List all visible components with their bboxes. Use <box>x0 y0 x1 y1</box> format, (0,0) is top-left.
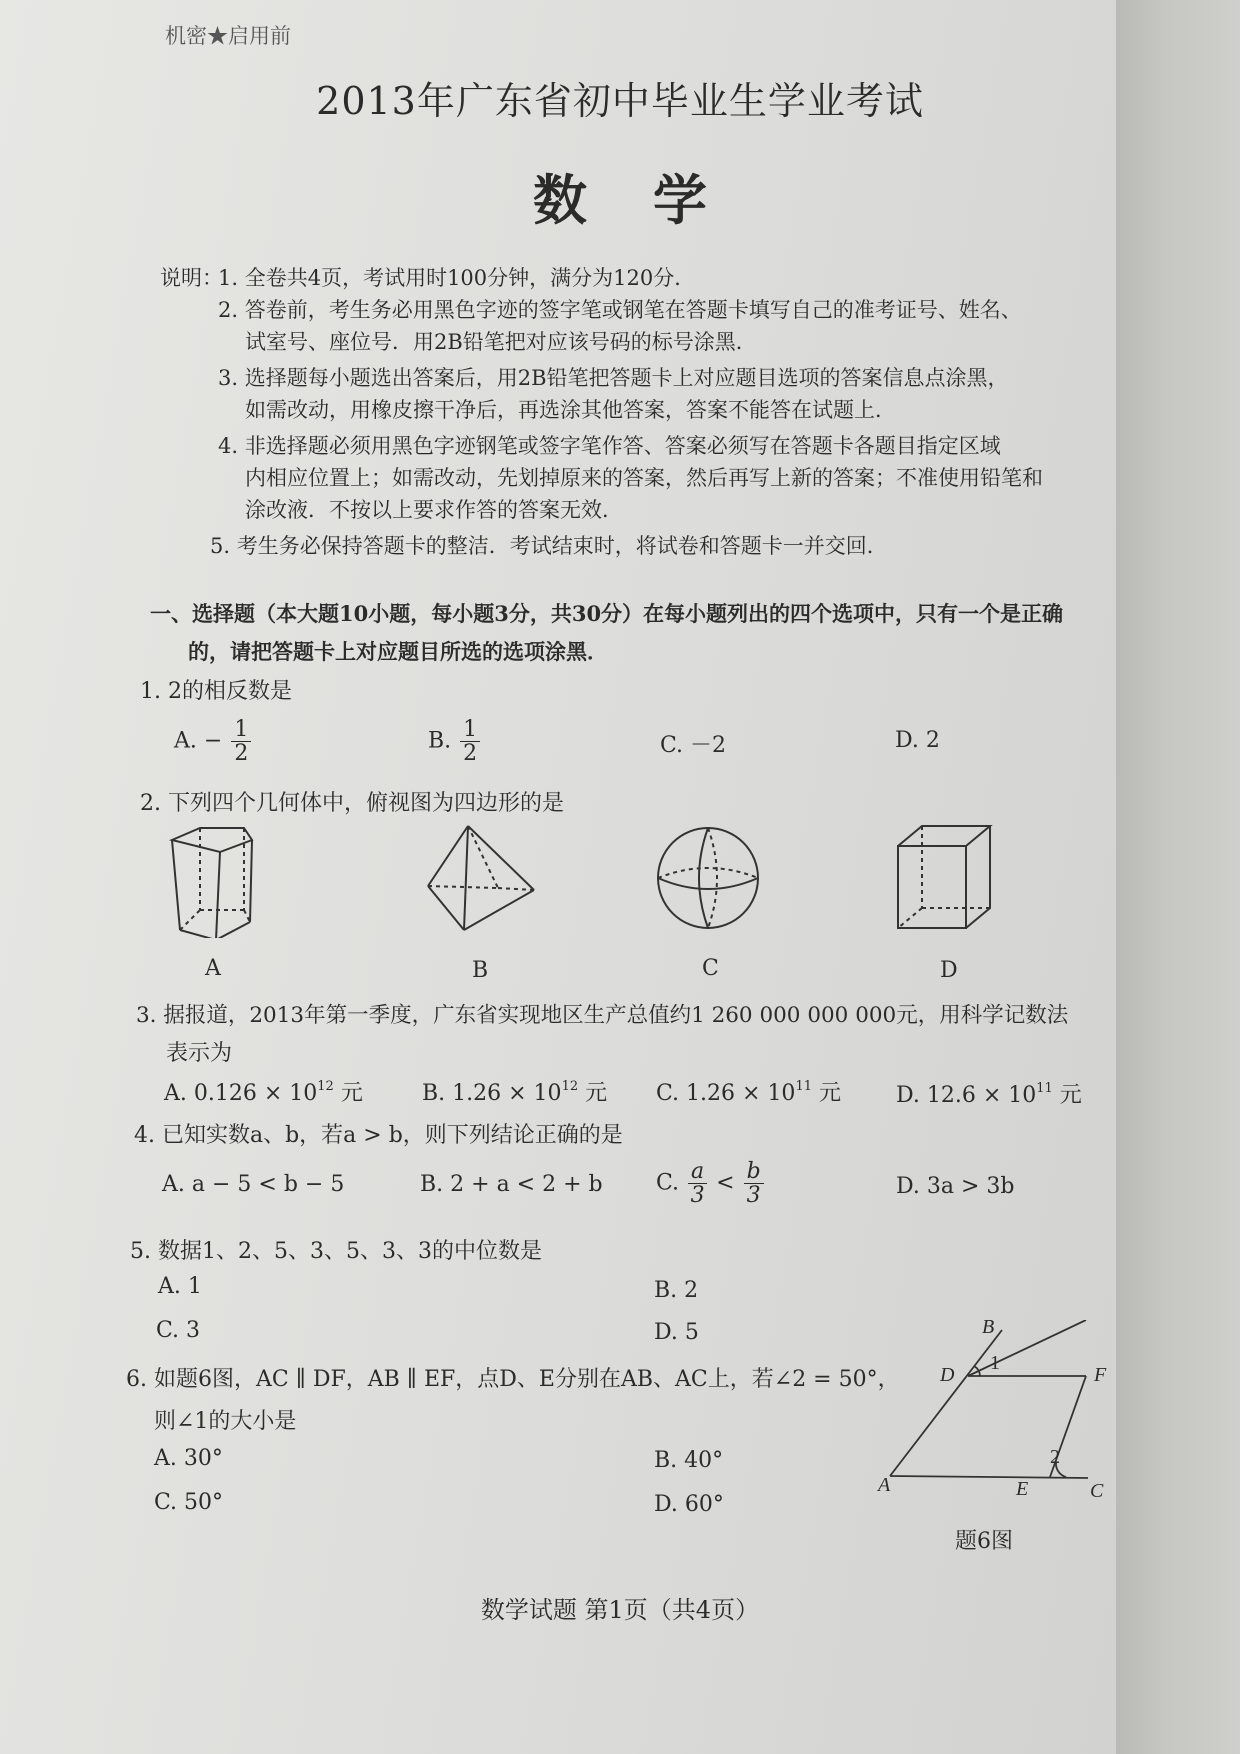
q2-label-b: B <box>472 958 489 983</box>
sphere-icon <box>658 828 758 928</box>
q5-option-d: D. 5 <box>654 1320 699 1345</box>
q6-option-c: C. 50° <box>154 1490 224 1515</box>
q5-option-c: C. 3 <box>156 1318 201 1343</box>
q6-option-d: D. 60° <box>654 1492 724 1517</box>
q1-option-d: D. 2 <box>895 728 940 753</box>
q6-option-a: A. 30° <box>154 1446 223 1471</box>
question-2-stem: 2. 下列四个几何体中，俯视图为四边形的是 <box>140 791 564 816</box>
angle-1-label: 1 <box>990 1352 1000 1374</box>
angle-2-label: 2 <box>1050 1446 1060 1468</box>
point-b-label: B <box>982 1316 995 1338</box>
q3-option-b: B. $1.26 \times 10^{12}$ 元 <box>422 1079 608 1106</box>
question-4-stem: 4. 已知实数a、b，若a > b，则下列结论正确的是 <box>134 1123 623 1148</box>
q4-option-a: A. a − 5 < b − 5 <box>162 1172 345 1197</box>
note-line: 试室号、座位号．用2B铅笔把对应该号码的标号涂黑． <box>245 330 757 354</box>
q1-option-b: B. $\frac{1}{2}$ <box>428 718 482 765</box>
pyramid-icon <box>428 826 534 930</box>
cube-icon <box>898 826 990 928</box>
q5-option-a: A. 1 <box>158 1274 202 1299</box>
q2-label-a: A <box>205 956 221 981</box>
subject-title: 数学 <box>533 168 773 232</box>
point-f-label: F <box>1094 1364 1107 1386</box>
question-6-stem-cont: 则∠1的大小是 <box>154 1409 297 1434</box>
question-6-stem: 6. 如题6图，AC ∥ DF，AB ∥ EF，点D、E分别在AB、AC上，若∠2 = 50°， <box>126 1367 900 1392</box>
question-3-stem: 3. 据报道，2013年第一季度，广东省实现地区生产总值约1 260 000 000 000元，用科学记数法 <box>136 1003 1069 1028</box>
q4-option-d: D. 3a > 3b <box>896 1174 1015 1199</box>
q3-option-d: D. $12.6 \times 10^{11}$ 元 <box>896 1081 1082 1108</box>
q5-option-b: B. 2 <box>654 1278 699 1303</box>
background-shadow <box>1116 0 1240 1754</box>
classification-mark: 机密★启用前 <box>165 24 291 48</box>
point-e-label: E <box>1016 1478 1029 1500</box>
line-ac <box>890 1476 1088 1478</box>
q2-label-d: D <box>940 958 958 983</box>
note-line: 如需改动，用橡皮擦干净后，再选涂其他答案，答案不能答在试题上． <box>245 398 896 422</box>
point-a-label: A <box>878 1474 891 1496</box>
section-heading-cont: 的，请把答题卡上对应题目所选的选项涂黑． <box>188 639 608 664</box>
question-1-stem: 1. 2的相反数是 <box>140 679 292 704</box>
notes-label: 说明： <box>160 266 223 290</box>
q2-label-c: C <box>702 956 719 981</box>
pentagonal-prism-icon <box>172 828 252 938</box>
q2-solids <box>160 818 1120 938</box>
note-line: 涂改液．不按以上要求作答的答案无效． <box>245 498 623 522</box>
note-line: 2. 答卷前，考生务必用黑色字迹的签字笔或钢笔在答题卡填写自己的准考证号、姓名、 <box>218 298 1022 322</box>
note-line: 5. 考生务必保持答题卡的整洁．考试结束时，将试卷和答题卡一并交回． <box>210 534 888 558</box>
q4-option-c: C. $\frac{a}{3}$ < $\frac{b}{3}$ <box>656 1160 766 1207</box>
q6-option-b: B. 40° <box>654 1448 724 1473</box>
point-d-label: D <box>940 1364 955 1386</box>
note-line: 4. 非选择题必须用黑色字迹钢笔或签字笔作答、答案必须写在答题卡各题目指定区域 <box>218 434 1001 458</box>
figure-6-diagram <box>870 1320 1110 1500</box>
page-footer: 数学试题 第1页（共4页） <box>480 1596 760 1624</box>
note-line: 1. 全卷共4页，考试用时100分钟，满分为120分． <box>218 266 696 290</box>
line-ab <box>890 1330 1002 1476</box>
q1-option-a: A. − $\frac{1}{2}$ <box>174 718 253 765</box>
note-line: 3. 选择题每小题选出答案后，用2B铅笔把答题卡上对应题目选项的答案信息点涂黑， <box>218 366 1009 390</box>
q1-option-c: C. －2 <box>660 733 727 758</box>
q4-option-b: B. 2 + a < 2 + b <box>420 1172 603 1197</box>
q3-option-a: A. $0.126 \times 10^{12}$ 元 <box>164 1079 363 1106</box>
figure-6-caption: 题6图 <box>955 1529 1013 1554</box>
note-line: 内相应位置上；如需改动，先划掉原来的答案，然后再写上新的答案；不准使用铅笔和 <box>245 466 1043 490</box>
section-heading: 一、选择题（本大题10小题，每小题3分，共30分）在每小题列出的四个选项中，只有一个是正确 <box>150 601 1064 626</box>
q3-option-c: C. $1.26 \times 10^{11}$ 元 <box>656 1079 841 1106</box>
question-5-stem: 5. 数据1、2、5、3、5、3、3的中位数是 <box>130 1239 542 1264</box>
question-3-stem-cont: 表示为 <box>166 1041 233 1066</box>
exam-title: 2013年广东省初中毕业生学业考试 <box>316 79 924 123</box>
point-c-label: C <box>1090 1480 1104 1502</box>
